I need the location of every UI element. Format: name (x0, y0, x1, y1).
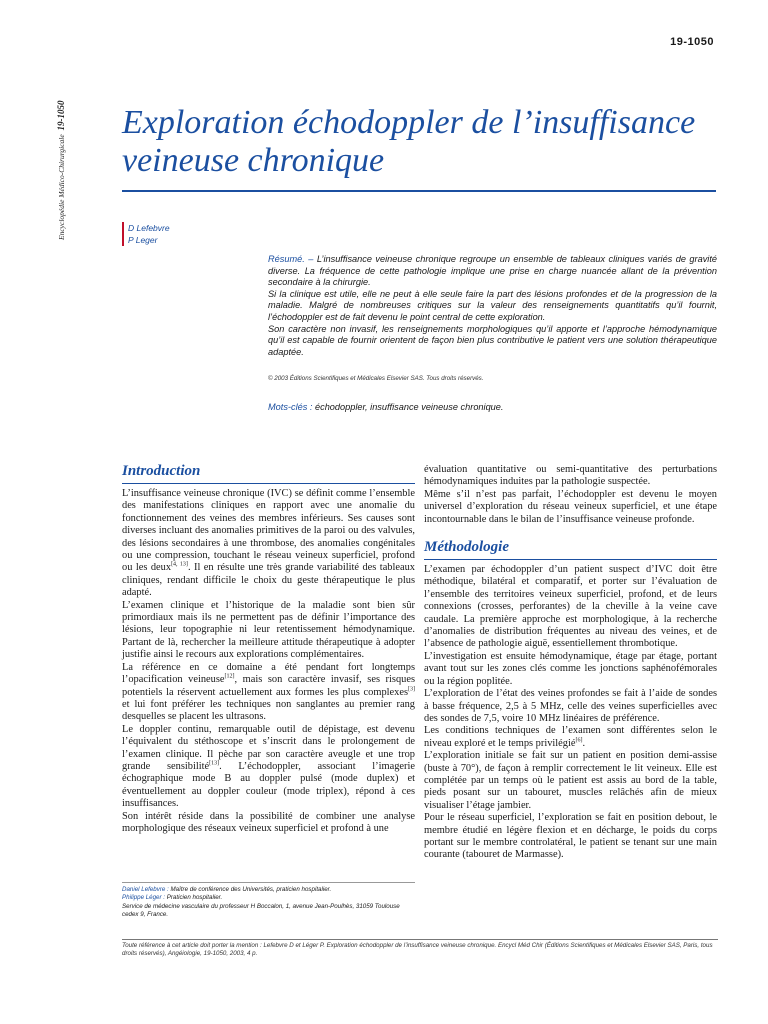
text: Le doppler continu, remarquable outil de dépistage, est devenu l’équivalent du stéthoscope et s’inscrit dans le prolongement de l’examen clinique. Il pèche par son caractère aveugle et une trop grande sensibilité (122, 723, 415, 772)
right-paragraph-1: évaluation quantitative ou semi-quantitative des perturbations hémodynamiques induites par la pathologie suspectée. (424, 464, 717, 488)
author-1: D Lefebvre (128, 223, 170, 233)
text: L’insuffisance veineuse chronique (IVC) se définit comme l’ensemble des manifestations cliniques en rapport avec une anomalie du fonctionnement des veines des membres inférieurs. Ses causes sont diverses incluant des anomalies primitives de la paroi ou des valvules, des lésions secondaires à une thrombose, des anomalies congénitales ou une compression, touchant le réseau veineux superficiel, profond ou les deux (122, 488, 415, 574)
reference: [12] (224, 673, 235, 680)
affil-name-2: Philippe Léger : (122, 894, 165, 902)
authors (122, 222, 170, 246)
method-paragraph-6: Pour le réseau superficiel, l’exploration se fait en position debout, le membre étudié en légère flexion et en décharge, le poids du corps portant sur le membre controlatéral, le patient se tenant sur une main courante (tabouret de Marmasse). (424, 812, 717, 861)
title-line-2: veineuse chronique (122, 142, 385, 179)
affil-name-1: Daniel Lefebvre : (122, 886, 169, 893)
intro-paragraph-2: L’examen clinique et l’historique de la maladie sont bien sûr primordiaux mais ils ne permettent pas de définir l’importance des lésions, leur topographie ni leur retentissement hémodynamique. Partant de là, rechercher la meilleure attitude thérapeutique à adopter justifie ainsi le recours aux explorations complémentaires. (122, 599, 415, 661)
reference: [13] (209, 760, 220, 767)
text: et lui font préférer les techniques non sanglantes au premier rang desquelles se placent les ultrasons. (122, 698, 415, 723)
abstract-p3: Son caractère non invasif, les renseignements morphologiques qu’il apporte et l’approche hémodynamique qu’il est capable de fournir orientent de façon bien plus contributive le patient vers une solution thérapeutique adaptée. (268, 323, 717, 357)
intro-paragraph-4 (122, 724, 415, 811)
reference: [3] (408, 686, 415, 693)
journal-name: Encyclopédie Médico-Chirurgicale (57, 134, 66, 240)
abstract-p1: L’insuffisance veineuse chronique regroupe un ensemble de tableaux cliniques variés de gravité diverse. La fréquence de cette pathologie implique une prise en charge nuancée allant de la prévention secondaire à la chirurgie. (268, 254, 717, 288)
section-heading-introduction: Introduction (122, 463, 201, 479)
text: La référence en ce domaine a été pendant fort longtemps l’opacification veineuse (122, 661, 415, 686)
copyright: © 2003 Éditions Scientifiques et Médicales Elsevier SAS. Tous droits réservés. (268, 375, 484, 382)
right-column (424, 464, 717, 862)
journal-code: 19-1050 (56, 100, 66, 131)
text: . (582, 737, 586, 749)
keywords (268, 402, 503, 412)
intro-paragraph-1 (122, 488, 415, 600)
affil-text-2: Praticien hospitalier. (165, 894, 223, 902)
keywords-text: échodoppler, insuffisance veineuse chronique. (314, 402, 504, 412)
affil-text-1: Maître de conférence des Universités, praticien hospitalier. (168, 886, 332, 893)
right-paragraph-2: Même s’il n’est pas parfait, l’échodoppler est devenu le moyen universel d’exploration du réseau veineux superficiel, et une étape incontournable dans le bilan de l’insuffisance veineuse profonde. (424, 488, 717, 525)
footer-rule (122, 939, 718, 940)
text: , mais son caractère invasif, ses risques potentiels la réservent actuellement aux formes les plus complexes (122, 674, 415, 698)
affil-address: Service de médecine vasculaire du professeur H Boccalon, 1, avenue Jean-Poulhès, 31059 Toulouse cedex 9, France. (122, 902, 400, 918)
author-affiliations (122, 882, 415, 919)
text: . L’échodoppler, associant l’imagerie échographique mode B au doppler pulsé (mode duplex) et éventuellement au doppler couleur (mode triplex), répond à ces insuffisances. (122, 760, 415, 810)
abstract (268, 254, 717, 358)
method-paragraph-4 (424, 725, 717, 750)
method-paragraph-1: L’examen par échodoppler d’un patient suspect d’IVC doit être méthodique, bilatéral et comparatif, et porter sur l’évaluation de l’ensemble des territoires veineux superficiel, profond, et de leurs connexions (crosses, perforantes) de la cheville à la veine cave caudale. La première approche est morphologique, à la recherche d’anomalies de distribution fréquentes au niveau des veines, et de l’absence de pathologie aiguë, essentiellement thrombotique. (424, 564, 717, 650)
keywords-label: Mots-clés : (268, 402, 313, 412)
document-number: 19-1050 (670, 36, 714, 48)
citation-footer: Toute référence à cet article doit porter la mention : Lefebvre D et Léger P. Exploration échodoppler de l’insuffisance veineuse chronique. Encycl Méd Chir (Éditions Scientifiques et Médicales Elsevier SAS, Paris, tous droits réservés), Angéiologie, 19-1050, 2003, 4 p. (122, 942, 713, 958)
section-heading-methodologie: Méthodologie (424, 539, 509, 556)
author-2: P Leger (128, 235, 158, 245)
title-line-1: Exploration échodoppler de l’insuffisance (122, 104, 696, 141)
method-paragraph-5: L’exploration initiale se fait sur un patient en position demi-assise (buste à 70°), de façon à remplir correctement le lit veineux. Elle est complétée par un temps où le patient est assis au bord de la table, pieds posant sur un tabouret, muscles relâchés afin de mieux visualiser l’étage jambier. (424, 750, 717, 811)
intro-paragraph-3 (122, 662, 415, 724)
section-rule (122, 483, 415, 484)
reference: [6] (575, 737, 583, 744)
method-paragraph-2: L’investigation est ensuite hémodynamique, étage par étage, portant avant tout sur les zones clés comme les jonctions saphénofémorales ou la région poplitée. (424, 650, 717, 687)
text: . Il en résulte une très grande variabilité des tableaux cliniques, rendant difficile le choix du geste thérapeutique le plus adapté. (122, 562, 415, 599)
intro-paragraph-5: Son intérêt réside dans la possibilité de combiner une analyse morphologique des réseaux veineux superficiel et profond à une (122, 810, 415, 834)
text: Les conditions techniques de l’examen sont différentes selon le niveau exploré et le temps privilégié (424, 725, 717, 749)
reference: [4, 13] (171, 561, 188, 568)
section-rule (424, 559, 717, 560)
method-paragraph-3: L’exploration de l’état des veines profondes se fait à l’aide de sondes à basse fréquence, 2,5 à 5 MHz, celle des veines superficielles avec des sondes de 7,5, voire 10 MHz linéaires de préférence. (424, 688, 717, 724)
journal-sidebar (56, 40, 70, 260)
left-column (122, 462, 415, 835)
title-rule (122, 190, 716, 192)
abstract-p2: Si la clinique est utile, elle ne peut à elle seule faire la part des lésions profondes et de la progression de la maladie. Malgré de nombreuses critiques sur la valeur des renseignements quantitatifs qu’il fournit, l’échodoppler est de fait devenu le point central de cette exploration. (268, 288, 717, 322)
article-title (122, 104, 722, 180)
abstract-lead: Résumé. – (268, 254, 314, 264)
